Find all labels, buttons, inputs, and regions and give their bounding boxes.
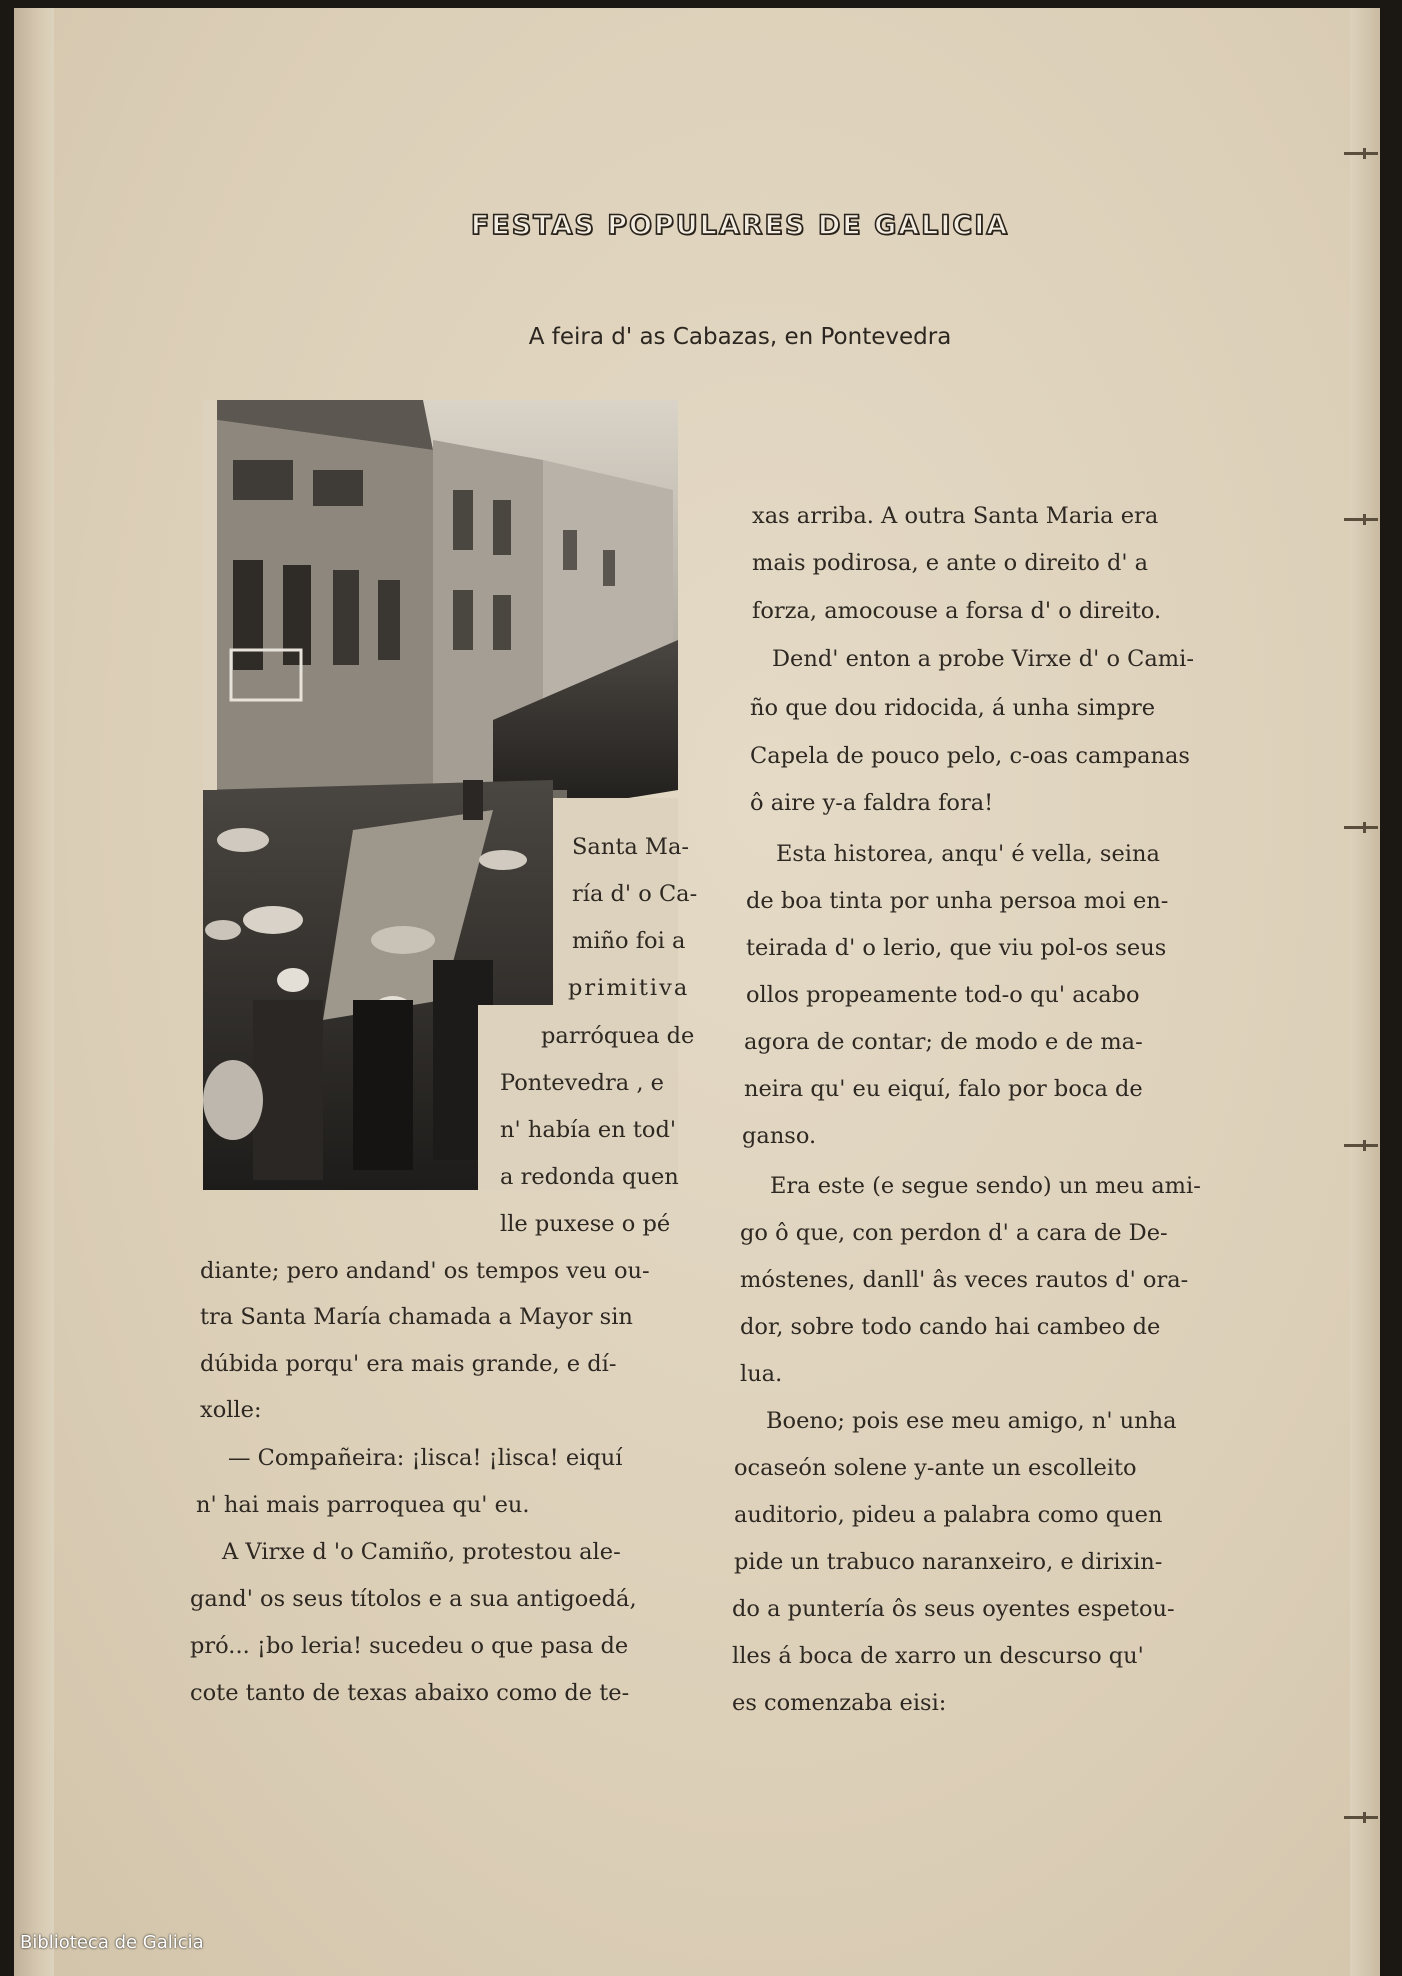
right-column-line: forza, amocouse a forsa d' o direito. — [752, 598, 1162, 624]
right-column-line: lua. — [740, 1361, 783, 1387]
right-column-line: agora de contar; de modo e de ma- — [744, 1029, 1143, 1055]
right-column-line: do a puntería ôs seus oyentes espetou- — [732, 1596, 1175, 1622]
left-column-line: xolle: — [200, 1397, 262, 1423]
right-column-line: de boa tinta por unha persoa moi en- — [746, 888, 1169, 914]
right-column-line: auditorio, pideu a palabra como quen — [734, 1502, 1163, 1528]
left-column-line: cote tanto de texas abaixo como de te- — [190, 1680, 630, 1706]
left-column-line: parróquea de — [541, 1023, 695, 1049]
right-column-line: móstenes, danll' âs veces rautos d' ora- — [740, 1267, 1189, 1293]
right-column-line: ocaseón solene y-ante un escolleito — [734, 1455, 1137, 1481]
library-watermark: Biblioteca de Galicia — [20, 1932, 204, 1953]
page-gutter — [14, 8, 54, 1976]
article-title: FESTAS POPULARES DE GALICIA — [470, 210, 1010, 241]
right-column-line: ño que dou ridocida, á unha simpre — [750, 695, 1156, 721]
right-column-line: neira qu' eu eiquí, falo por boca de — [744, 1076, 1143, 1102]
right-column-line: ô aire y-a faldra fora! — [750, 790, 994, 816]
right-column-line: Dend' enton a probe Virxe d' o Cami- — [772, 646, 1194, 672]
left-column-line: n' había en tod' — [500, 1117, 677, 1143]
left-column-line: — Compañeira: ¡lisca! ¡lisca! eiquí — [228, 1445, 623, 1471]
right-column-line: Capela de pouco pelo, c-oas campanas — [750, 743, 1190, 769]
left-column-line: lle puxese o pé — [500, 1211, 671, 1237]
left-column-line: tra Santa María chamada a Mayor sin — [200, 1304, 633, 1330]
left-column-line: Santa Ma- — [572, 834, 689, 860]
left-column-line: ría d' o Ca- — [572, 881, 698, 907]
right-column-line: dor, sobre todo cando hai cambeo de — [740, 1314, 1161, 1340]
right-column-line: ganso. — [742, 1123, 817, 1149]
left-column-line: Pontevedra , e — [500, 1070, 664, 1096]
left-column-line: diante; pero andand' os tempos veu ou- — [200, 1258, 650, 1284]
binding-thread-mark — [1344, 518, 1378, 521]
left-column-line: pró... ¡bo leria! sucedeu o que pasa de — [190, 1633, 629, 1659]
binding-thread-mark — [1344, 152, 1378, 155]
binding-thread-mark — [1344, 1144, 1378, 1147]
left-column-line: primitiva — [568, 975, 690, 1001]
right-column-line: ollos propeamente tod-o qu' acabo — [746, 982, 1140, 1008]
right-column-line: go ô que, con perdon d' a cara de De- — [740, 1220, 1168, 1246]
right-column-line: mais podirosa, e ante o direito d' a — [752, 550, 1149, 576]
binding-thread-mark — [1344, 1816, 1378, 1819]
right-column-line: xas arriba. A outra Santa Maria era — [752, 503, 1159, 529]
article-subtitle: A feira d' as Cabazas, en Pontevedra — [528, 324, 952, 350]
left-column-line: miño foi a — [572, 928, 686, 954]
page-right-edge — [1350, 8, 1380, 1976]
left-column-line: gand' os seus títolos e a sua antigoedá, — [190, 1586, 637, 1612]
left-column-line: n' hai mais parroquea qu' eu. — [196, 1492, 530, 1518]
right-column-line: Era este (e segue sendo) un meu ami- — [770, 1173, 1201, 1199]
right-column-line: lles á boca de xarro un descurso qu' — [732, 1643, 1144, 1669]
right-column-line: teirada d' o lerio, que viu pol-os seus — [746, 935, 1167, 961]
right-column-line: pide un trabuco naranxeiro, e dirixin- — [734, 1549, 1163, 1575]
left-column-line: A Virxe d 'o Camiño, protestou ale- — [222, 1539, 621, 1565]
right-column-line: es comenzaba eisi: — [732, 1690, 947, 1716]
binding-thread-mark — [1344, 826, 1378, 829]
left-column-line: dúbida porqu' era mais grande, e dí- — [200, 1351, 617, 1377]
right-column-line: Esta historea, anqu' é vella, seina — [776, 841, 1160, 867]
right-column-line: Boeno; pois ese meu amigo, n' unha — [766, 1408, 1177, 1434]
left-column-line: a redonda quen — [500, 1164, 679, 1190]
